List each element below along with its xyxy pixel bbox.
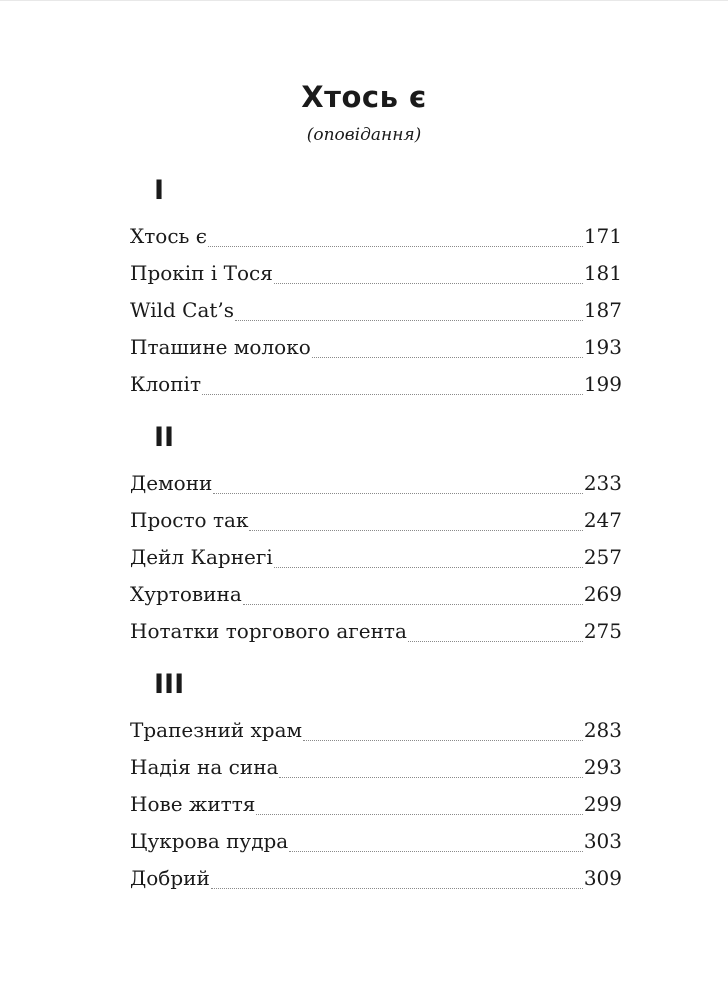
entry-title: Просто так [130,508,249,532]
entry-title: Цукрова пудра [130,829,289,853]
entry-page-number: 181 [583,261,622,285]
dot-leader [256,814,582,815]
page-top-edge [0,0,728,1]
toc-section-3 [130,670,622,901]
toc-entry[interactable] [130,222,622,259]
entry-page-number: 275 [583,619,622,643]
dot-leader [235,320,583,321]
entry-title: Нотатки торгового агента [130,619,407,643]
entry-title: Wild Cat’s [130,298,235,322]
dot-leader [312,357,583,358]
dot-leader [243,604,583,605]
entry-page-number: 283 [583,718,622,742]
entry-page-number: 293 [583,755,622,779]
entry-page-number: 233 [583,471,622,495]
entry-title: Нове життя [130,792,256,816]
page-title: Хтось є [301,80,427,114]
entry-page-number: 299 [583,792,622,816]
entry-title: Трапезний храм [130,718,303,742]
toc-entry[interactable] [130,469,622,506]
dot-leader [274,567,583,568]
entry-page-number: 187 [583,298,622,322]
toc-entry[interactable] [130,580,622,617]
entry-title: Клопіт [130,372,202,396]
entry-title: Прокіп і Тося [130,261,273,285]
toc-entry[interactable] [130,827,622,864]
toc-entry[interactable] [130,617,622,654]
dot-leader [211,888,583,889]
entry-page-number: 269 [583,582,622,606]
toc-section-2 [130,423,622,654]
entry-page-number: 303 [583,829,622,853]
section-numeral: I [154,175,165,206]
dot-leader [249,530,582,531]
page-subtitle: (оповідання) [306,125,422,145]
section-numeral: II [154,422,175,453]
entry-page-number: 247 [583,508,622,532]
toc-entry[interactable] [130,543,622,580]
entry-page-number: 257 [583,545,622,569]
entry-page-number: 171 [583,224,622,248]
entry-title: Надія на сина [130,755,279,779]
dot-leader [289,851,583,852]
entry-title: Добрий [130,866,210,890]
toc-entry[interactable] [130,506,622,543]
toc-entry[interactable] [130,716,622,753]
dot-leader [208,246,583,247]
dot-leader [213,493,582,494]
toc-entry[interactable] [130,370,622,407]
toc-entry[interactable] [130,864,622,901]
entry-title: Пташине молоко [130,335,311,359]
dot-leader [274,283,583,284]
entry-page-number: 309 [583,866,622,890]
toc-entry[interactable] [130,259,622,296]
entry-title: Хуртовина [130,582,242,606]
section-numeral: III [154,669,185,700]
toc-entry[interactable] [130,790,622,827]
entry-title: Демони [130,471,213,495]
toc-entry[interactable] [130,296,622,333]
dot-leader [303,740,583,741]
entry-title: Дейл Карнегі [130,545,273,569]
toc-entry[interactable] [130,333,622,370]
dot-leader [279,777,582,778]
entry-page-number: 199 [583,372,622,396]
entry-page-number: 193 [583,335,622,359]
entry-title: Хтось є [130,224,207,248]
toc-entry[interactable] [130,753,622,790]
dot-leader [408,641,583,642]
dot-leader [202,394,583,395]
toc-section-1 [130,176,622,407]
